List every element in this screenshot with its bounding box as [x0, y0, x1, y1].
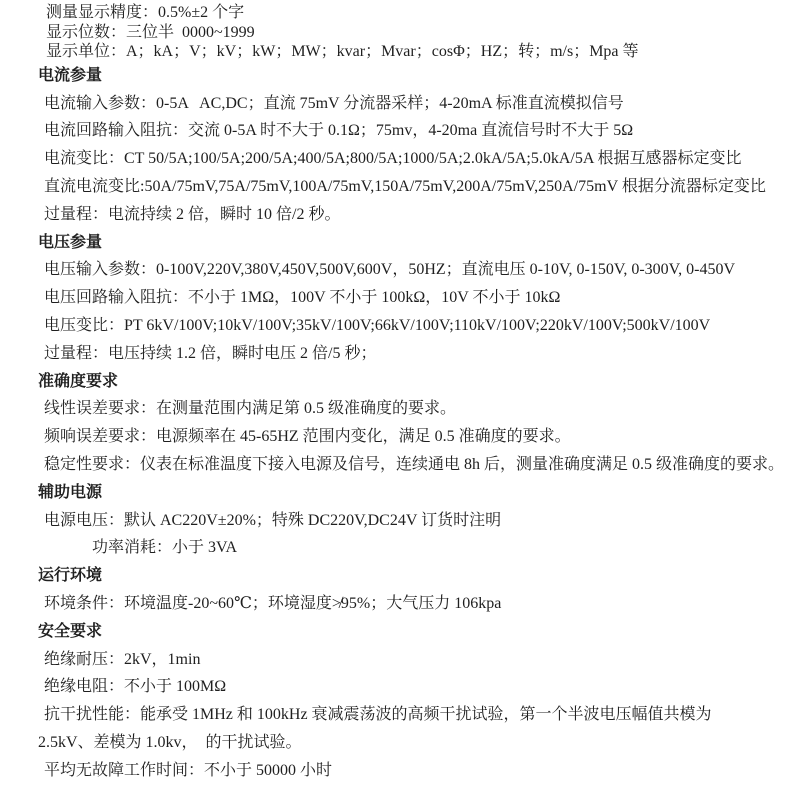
- spec-line-power-consumption: 功率消耗：小于 3VA: [92, 539, 238, 557]
- section-voltage-params: [0, 229, 798, 368]
- spec-line-mtbf: 平均无故障工作时间：不小于 50000 小时: [44, 761, 333, 779]
- section-environment: [0, 562, 798, 618]
- spec-line-pt-ratio: 电压变比：PT 6kV/100V;10kV/100V;35kV/100V;66kV/100V;110kV/100V;220kV/100V;500kV/100V: [44, 316, 711, 334]
- spec-line-dc-current-ratio: 直流电流变比:50A/75mV,75A/75mV,100A/75mV,150A/75mV,200A/75mV,250A/75mV 根据分流器标定变比: [44, 177, 766, 195]
- spec-line-current-input: 电流输入参数：0-5A AC,DC；直流 75mV 分流器采样；4-20mA 标准直流模拟信号: [44, 94, 624, 112]
- section-accuracy: [0, 368, 798, 479]
- spec-line-stability: 稳定性要求：仪表在标准温度下接入电源及信号，连续通电 8h 后，测量准确度满足 0.5 级准确度的要求。: [44, 455, 785, 473]
- section-current-params: [0, 62, 798, 229]
- spec-line-frequency-error: 频响误差要求：电源频率在 45-65HZ 范围内变化，满足 0.5 准确度的要求。: [44, 428, 571, 446]
- spec-line-interference-immunity: 抗干扰性能：能承受 1MHz 和 100kHz 衰减震荡波的高频干扰试验，第一个半波电压幅值共模为: [44, 706, 712, 724]
- section-heading-environment: 运行环境: [38, 567, 103, 585]
- spec-line-display-accuracy: 测量显示精度：0.5%±2 个字: [46, 4, 245, 21]
- section-heading-aux-power: 辅助电源: [38, 483, 103, 501]
- spec-line-voltage-overrange: 过量程：电压持续 1.2 倍，瞬时电压 2 倍/5 秒；: [44, 344, 377, 362]
- spec-line-insulation-resistance: 绝缘电阻：不小于 100MΩ: [44, 678, 227, 696]
- spec-line-current-impedance: 电流回路输入阻抗：交流 0-5A 时不大于 0.1Ω；75mv，4-20ma 直流信号时不大于 5Ω: [44, 122, 634, 140]
- spec-line-linearity-error: 线性误差要求：在测量范围内满足第 0.5 级准确度的要求。: [44, 400, 457, 418]
- section-heading-safety: 安全要求: [38, 622, 103, 640]
- section-heading-accuracy: 准确度要求: [38, 372, 119, 390]
- spec-line-voltage-impedance: 电压回路输入阻抗：不小于 1MΩ，100V 不小于 100kΩ，10V 不小于 10kΩ: [44, 289, 561, 307]
- display-spec-block: [0, 3, 798, 62]
- section-heading-voltage-params: 电压参量: [38, 233, 103, 251]
- spec-line-insulation-withstand: 绝缘耐压：2kV，1min: [44, 650, 201, 668]
- spec-line-current-overrange: 过量程：电流持续 2 倍，瞬时 10 倍/2 秒。: [44, 205, 341, 223]
- section-safety: [0, 618, 798, 785]
- section-aux-power: [0, 479, 798, 562]
- section-heading-current-params: 电流参量: [38, 66, 103, 84]
- spec-line-environment-conditions: 环境条件：环境温度-20~60℃；环境湿度≯95%；大气压力 106kpa: [44, 594, 502, 612]
- spec-line-ct-ratio: 电流变比：CT 50/5A;100/5A;200/5A;400/5A;800/5A;1000/5A;2.0kA/5A;5.0kA/5A 根据互感器标定变比: [44, 150, 742, 168]
- spec-line-interference-immunity-cont: 2.5kV、差模为 1.0kv， 的干扰试验。: [38, 733, 302, 751]
- spec-line-display-units: 显示单位：A；kA；V；kV；kW；MW；kvar；Mvar；cosΦ；HZ；转；m/s；Mpa 等: [46, 43, 639, 61]
- spec-line-supply-voltage: 电源电压：默认 AC220V±20%；特殊 DC220V,DC24V 订货时注明: [44, 511, 502, 529]
- spec-line-voltage-input: 电压输入参数：0-100V,220V,380V,450V,500V,600V，50HZ；直流电压 0-10V, 0-150V, 0-300V, 0-450V: [44, 261, 736, 279]
- spec-line-display-digits: 显示位数：三位半 0000~1999: [46, 23, 255, 41]
